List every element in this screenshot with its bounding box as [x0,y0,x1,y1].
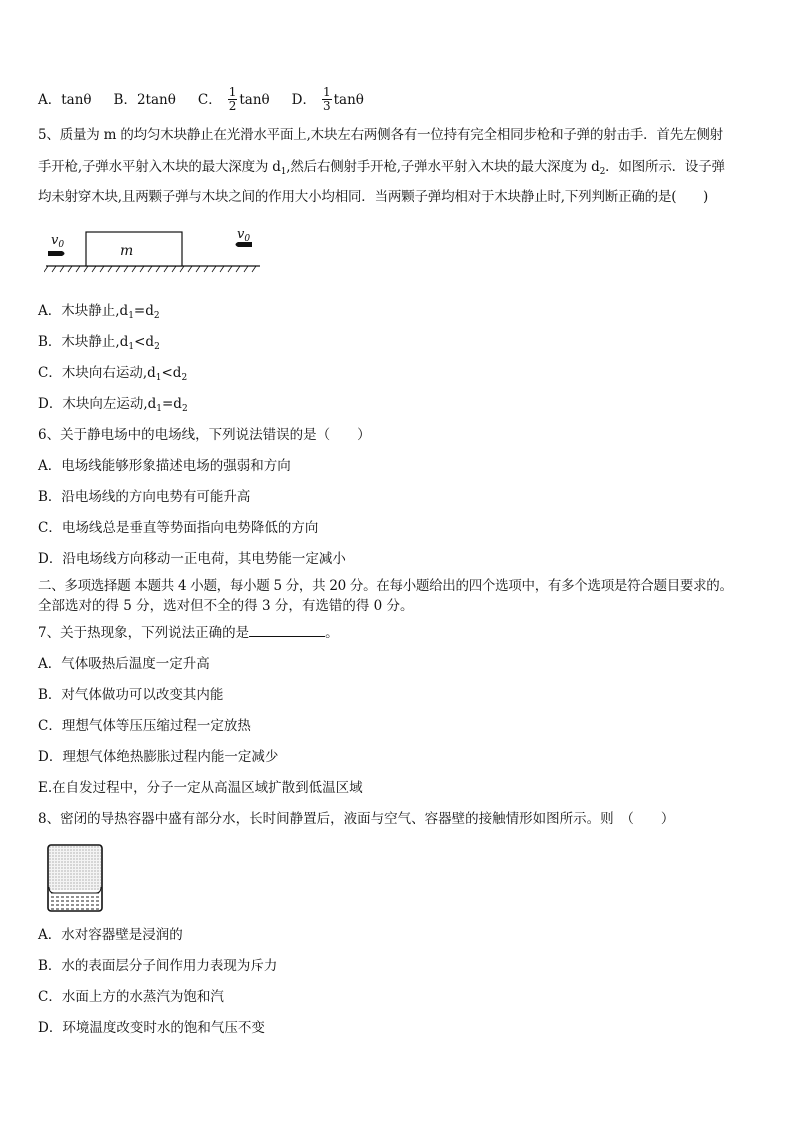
q8-option-c: C．水面上方的水蒸汽为饱和汽 [38,989,224,1005]
fraction-one-half: $\frac{1}{2}$ [228,85,237,113]
q7-option-c: C．理想气体等压压缩过程一定放热 [38,718,251,734]
section2-instructions-line2: 全部选对的得 5 分，选对但不全的得 3 分，有选错的得 0 分。 [38,598,414,614]
q4-option-d: D． $\frac{1}{3}$ tanθ [291,85,364,113]
q7-option-e: E.在自发过程中，分子一定从高温区域扩散到低温区域 [38,780,363,796]
q6-option-c: C．电场线总是垂直等势面指向电势降低的方向 [38,520,319,536]
q7-stem: 7、关于热现象，下列说法正确的是 。 [38,625,339,641]
q8-option-b: B．水的表面层分子间作用力表现为斥力 [38,958,278,974]
q7-option-a: A．气体吸热后温度一定升高 [38,656,210,672]
q7-option-b: B．对气体做功可以改变其内能 [38,687,224,703]
q6-stem: 6、关于静电场中的电场线，下列说法错误的是（ ） [38,427,371,443]
left-bullet-icon [48,251,65,256]
fraction-one-third: $\frac{1}{3}$ [322,85,331,113]
q5-block-figure [44,226,264,274]
q8-stem: 8、密闭的导热容器中盛有部分水，长时间静置后，液面与空气、容器壁的接触情形如图所示。则 （ ） [38,811,675,827]
water-region [49,887,101,910]
q6-option-b: B．沿电场线的方向电势有可能升高 [38,489,251,505]
q4-option-a: A． tanθ [38,91,92,108]
q4-option-c: C． $\frac{1}{2}$ tanθ [197,85,270,113]
q5-option-b: B．木块静止$,d_1<d_2$ [38,334,160,352]
q5-option-d: D．木块向左运动$,d_1=d_2$ [38,396,188,414]
svg-text:v0: $v_0$ [51,233,65,250]
wood-block [86,232,182,266]
answer-blank [249,624,325,637]
q6-option-a: A．电场线能够形象描述电场的强弱和方向 [38,458,291,474]
q4-options [38,86,386,113]
block-mass-label: m [120,243,134,259]
q5-option-c: C．木块向右运动$,d_1<d_2$ [38,365,188,383]
q5-option-a: A．木块静止$,d_1=d_2$ [38,303,160,321]
q6-option-d: D．沿电场线方向移动一正电荷，其电势能一定减小 [38,551,346,567]
left-velocity-label: v [51,233,59,248]
svg-text:v0: $v_0$ [237,227,251,244]
q5-stem-line1: 5、质量为 m 的均匀木块静止在光滑水平面上,木块左右两侧各有一位持有完全相同步枪和子弹的射击手．首先左侧射 [38,127,723,143]
q4-option-b: B． 2tanθ [113,91,176,108]
q5-stem-line2: 手开枪,子弹水平射入木块的最大深度为 $d_1$,然后右侧射手开枪,子弹水平射入木块的最大深度为 $d_2$．如图所示．设子弹 [38,159,725,177]
q5-stem-line3: 均未射穿木块,且两颗子弹与木块之间的作用大小均相同．当两颗子弹均相对于木块静止时,下列判断正确的是( ) [38,189,709,205]
section2-instructions-line1: 二、多项选择题 本题共 4 小题，每小题 5 分，共 20 分。在每小题给出的四个选项中，有多个选项是符合题目要求的。 [38,578,733,594]
vapor-region [49,846,101,890]
right-velocity-label: v [237,227,245,242]
q7-option-d: D．理想气体绝热膨胀过程内能一定减少 [38,749,279,765]
q8-option-d: D．环境温度改变时水的饱和气压不变 [38,1020,265,1036]
q8-container-figure [46,843,104,913]
q8-option-a: A．水对容器壁是浸润的 [38,927,183,943]
